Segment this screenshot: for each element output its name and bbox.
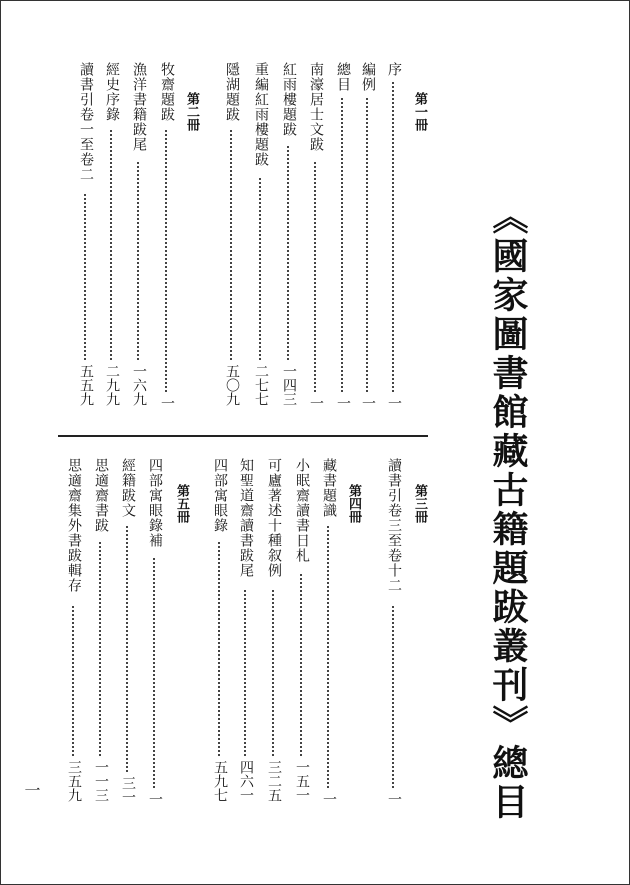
- volume-label: 第一冊: [412, 92, 427, 131]
- entry-page-number: 五五九: [78, 364, 94, 406]
- dot-leader: [153, 558, 155, 788]
- dot-leader: [300, 574, 302, 756]
- entry-title: 讀書引卷三至卷十二: [386, 458, 402, 593]
- entry-page-number: 二七七: [253, 364, 269, 406]
- toc-entry: [333, 62, 351, 412]
- entry-title: 總目: [335, 62, 351, 92]
- dot-leader: [392, 606, 394, 788]
- dot-leader: [72, 606, 74, 756]
- entry-page-number: 四六一: [238, 760, 254, 802]
- entry-title: 編例: [360, 62, 376, 92]
- dot-leader: [230, 130, 232, 360]
- entry-page-number: 一: [321, 792, 337, 806]
- entry-title: 思適齋書跋: [93, 458, 109, 533]
- dot-leader: [84, 194, 86, 360]
- toc-entry: [91, 458, 109, 808]
- entry-title: 讀書引卷一至卷二: [78, 62, 94, 182]
- entry-page-number: 三二五: [266, 760, 282, 802]
- toc-entry: [210, 458, 228, 808]
- volume-label: 第五冊: [174, 484, 189, 523]
- entry-title: 四部寓眼錄補: [147, 458, 163, 548]
- toc-entry: [129, 62, 147, 412]
- toc-entry: [102, 62, 120, 412]
- entry-page-number: 五九七: [212, 760, 228, 802]
- entry-page-number: 一六九: [131, 364, 147, 406]
- entry-page-number: 三五九: [66, 760, 82, 802]
- entry-title: 知聖道齋讀書跋尾: [238, 458, 254, 578]
- entry-title: 序: [386, 62, 402, 77]
- toc-entry: [64, 458, 82, 808]
- toc-entry: [145, 458, 163, 808]
- entry-title: 藏書題識: [321, 458, 337, 518]
- entry-title: 重編紅雨樓題跋: [253, 62, 269, 167]
- entry-title: 思適齋集外書跋輯存: [66, 458, 82, 593]
- dot-leader: [272, 590, 274, 756]
- entry-page-number: 一五一: [294, 760, 310, 802]
- entry-page-number: 一一三: [93, 760, 109, 802]
- entry-page-number: 一: [147, 792, 163, 806]
- entry-page-number: 一: [360, 396, 376, 410]
- volume-label: 第四冊: [346, 484, 361, 523]
- dot-leader: [137, 162, 139, 360]
- dot-leader: [126, 526, 128, 772]
- toc-entry: [306, 62, 324, 412]
- page-number: 一: [22, 782, 41, 798]
- dot-leader: [366, 98, 368, 392]
- dot-leader: [392, 82, 394, 392]
- toc-entry: [118, 458, 136, 808]
- entry-title: 經史序錄: [104, 62, 120, 122]
- dot-leader: [165, 130, 167, 392]
- toc-entry: [279, 62, 297, 412]
- section-divider: [58, 435, 428, 437]
- dot-leader: [287, 146, 289, 360]
- dot-leader: [99, 542, 101, 756]
- toc-entry: [264, 458, 282, 808]
- entry-page-number: 一: [386, 396, 402, 410]
- entry-page-number: 五〇九: [224, 364, 240, 406]
- dot-leader: [341, 98, 343, 392]
- dot-leader: [244, 590, 246, 756]
- entry-page-number: 二九九: [104, 364, 120, 406]
- entry-page-number: 一: [308, 396, 324, 410]
- entry-page-number: 一四三: [281, 364, 297, 406]
- toc-entry: [157, 62, 175, 412]
- dot-leader: [218, 542, 220, 756]
- toc-entry: [292, 458, 310, 808]
- entry-page-number: 一: [159, 396, 175, 410]
- volume-label: 第三冊: [412, 484, 427, 523]
- toc-entry: [384, 62, 402, 412]
- entry-page-number: 一: [386, 792, 402, 806]
- toc-entry: [76, 62, 94, 412]
- dot-leader: [110, 130, 112, 360]
- entry-title: 漁洋書籍跋尾: [131, 62, 147, 152]
- entry-title: 小眠齋讀書日札: [294, 458, 310, 563]
- toc-entry: [384, 458, 402, 808]
- dot-leader: [259, 178, 261, 360]
- entry-title: 紅雨樓題跋: [281, 62, 297, 137]
- entry-page-number: 一: [335, 396, 351, 410]
- entry-title: 四部寓眼錄: [212, 458, 228, 533]
- entry-title: 南濠居士文跋: [308, 62, 324, 152]
- entry-title: 牧齋題跋: [159, 62, 175, 122]
- entry-title: 經籍跋文: [120, 458, 136, 518]
- volume-label: 第二冊: [184, 92, 199, 131]
- dot-leader: [314, 162, 316, 392]
- dot-leader: [327, 526, 329, 788]
- toc-entry: [251, 62, 269, 412]
- page-title: 《國家圖書館藏古籍題跋叢刊》總目: [487, 198, 528, 822]
- entry-title: 隱湖題跋: [224, 62, 240, 122]
- entry-page-number: 三一: [120, 776, 136, 804]
- toc-entry: [319, 458, 337, 808]
- toc-entry: [358, 62, 376, 412]
- toc-entry: [222, 62, 240, 412]
- toc-entry: [236, 458, 254, 808]
- entry-title: 可廬著述十種叙例: [266, 458, 282, 578]
